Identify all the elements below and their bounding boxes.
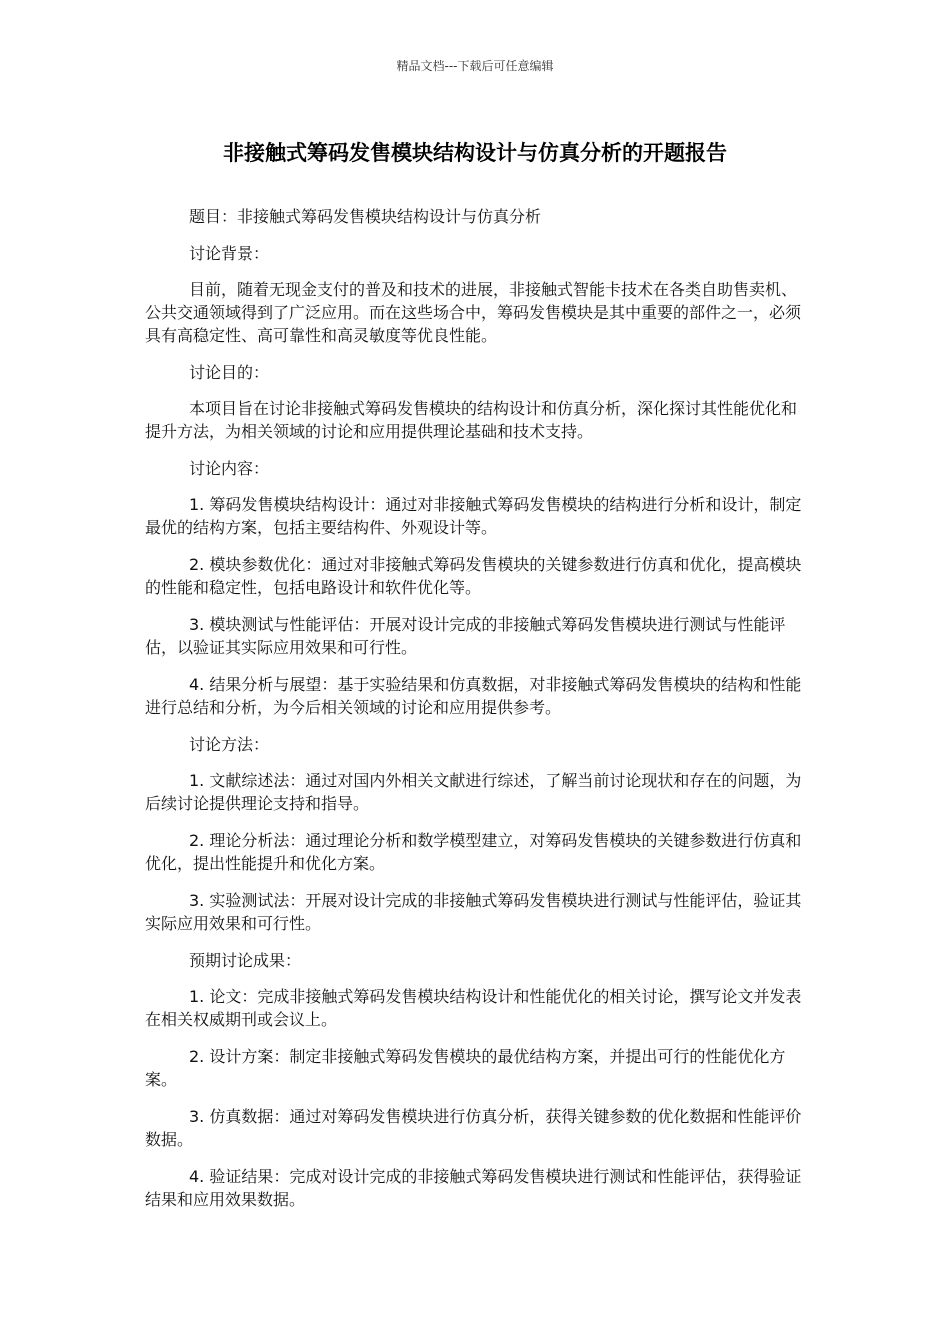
outcome-item: 4. 验证结果：完成对设计完成的非接触式筹码发售模块进行测试和性能评估，获得验证结果和应用效果数据。 (145, 1167, 802, 1209)
section-heading-methods: 讨论方法： (189, 735, 270, 754)
method-item: 2. 理论分析法：通过理论分析和数学模型建立，对筹码发售模块的关键参数进行仿真和优化，提出性能提升和优化方案。 (145, 831, 802, 873)
outcome-item: 1. 论文：完成非接触式筹码发售模块结构设计和性能优化的相关讨论，撰写论文并发表在相关权威期刊或会议上。 (145, 987, 802, 1029)
outcome-item: 3. 仿真数据：通过对筹码发售模块进行仿真分析，获得关键参数的优化数据和性能评价数据。 (145, 1107, 802, 1149)
topic-line: 题目：非接触式筹码发售模块结构设计与仿真分析 (189, 207, 542, 226)
outcome-item: 2. 设计方案：制定非接触式筹码发售模块的最优结构方案，并提出可行的性能优化方案。 (145, 1047, 786, 1089)
document-title: 非接触式筹码发售模块结构设计与仿真分析的开题报告 (223, 141, 727, 165)
section-heading-background: 讨论背景： (189, 244, 270, 263)
content-item: 4. 结果分析与展望：基于实验结果和仿真数据，对非接触式筹码发售模块的结构和性能进行总结和分析，为今后相关领域的讨论和应用提供参考。 (145, 675, 802, 717)
content-item: 2. 模块参数优化：通过对非接触式筹码发售模块的关键参数进行仿真和优化，提高模块的性能和稳定性，包括电路设计和软件优化等。 (145, 555, 802, 597)
section-heading-content: 讨论内容： (189, 459, 270, 478)
content-item: 3. 模块测试与性能评估：开展对设计完成的非接触式筹码发售模块进行测试与性能评估，以验证其实际应用效果和可行性。 (145, 615, 786, 657)
method-item: 3. 实验测试法：开展对设计完成的非接触式筹码发售模块进行测试与性能评估，验证其实际应用效果和可行性。 (145, 891, 802, 933)
method-item: 1. 文献综述法：通过对国内外相关文献进行综述，了解当前讨论现状和存在的问题，为后续讨论提供理论支持和指导。 (145, 771, 802, 813)
content-item: 1. 筹码发售模块结构设计：通过对非接触式筹码发售模块的结构进行分析和设计，制定最优的结构方案，包括主要结构件、外观设计等。 (145, 495, 802, 537)
background-paragraph: 目前，随着无现金支付的普及和技术的进展，非接触式智能卡技术在各类自助售卖机、公共交通领域得到了广泛应用。而在这些场合中，筹码发售模块是其中重要的部件之一，必须具有高稳定性、高可靠性和高灵敏度等优良性能。 (145, 280, 802, 345)
document-body (145, 205, 810, 1225)
section-heading-outcomes: 预期讨论成果： (189, 951, 302, 970)
purpose-paragraph: 本项目旨在讨论非接触式筹码发售模块的结构设计和仿真分析，深化探讨其性能优化和提升方法，为相关领域的讨论和应用提供理论基础和技术支持。 (145, 399, 798, 441)
section-heading-purpose: 讨论目的： (189, 363, 270, 382)
page-header: 精品文档---下载后可任意编辑 (396, 59, 554, 73)
